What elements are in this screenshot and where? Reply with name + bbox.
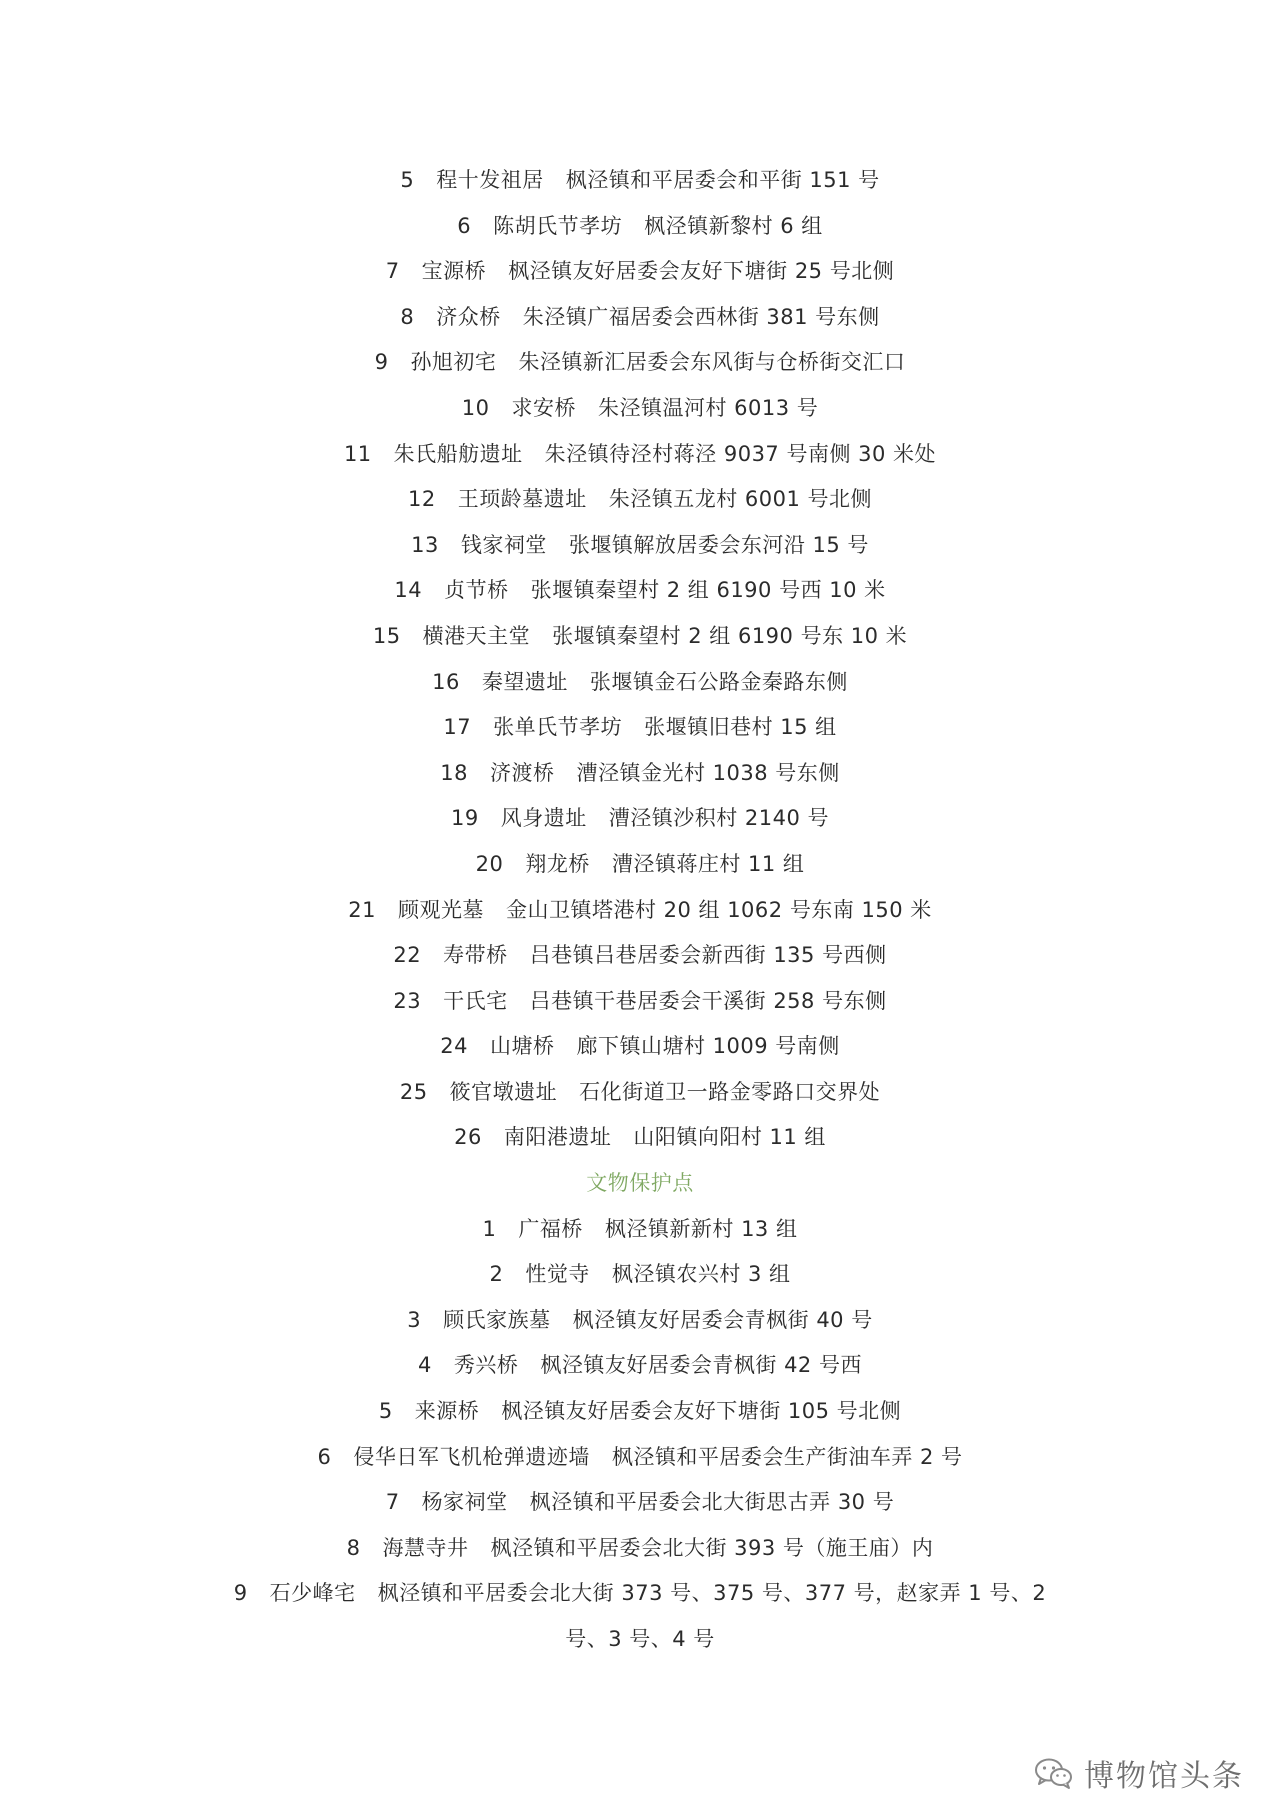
item-address: 张堰镇解放居委会东河沿 15 号 bbox=[568, 532, 869, 557]
watermark bbox=[1034, 1753, 1244, 1793]
item-name: 钱家祠堂 bbox=[460, 532, 547, 557]
item-name: 宝源桥 bbox=[421, 259, 487, 284]
list-item-continuation: 号、3 号、4 号 bbox=[565, 1627, 715, 1651]
item-name: 翔龙桥 bbox=[525, 851, 590, 876]
item-number: 23 bbox=[393, 988, 422, 1013]
list-item bbox=[0, 842, 1280, 888]
item-number: 21 bbox=[348, 897, 376, 922]
item-address: 张堰镇秦望村 2 组 6190 号西 10 米 bbox=[530, 578, 886, 603]
item-number: 19 bbox=[450, 806, 479, 831]
item-number: 9 bbox=[374, 350, 389, 375]
list-item bbox=[0, 979, 1280, 1025]
item-address: 枫泾镇友好居委会青枫街 40 号 bbox=[572, 1307, 873, 1332]
item-name: 顾氏家族墓 bbox=[443, 1307, 551, 1332]
item-address: 枫泾镇友好居委会青枫街 42 号西 bbox=[540, 1353, 862, 1378]
item-name: 风身遗址 bbox=[500, 806, 587, 831]
list-item bbox=[0, 249, 1280, 295]
item-name: 寿带桥 bbox=[443, 943, 508, 968]
item-number: 11 bbox=[343, 441, 372, 466]
list-item bbox=[0, 523, 1280, 569]
list-item bbox=[0, 1343, 1280, 1389]
item-address: 枫泾镇和平居委会生产街油车弄 2 号 bbox=[611, 1444, 963, 1469]
item-address: 漕泾镇金光村 1038 号东侧 bbox=[576, 760, 840, 785]
item-number: 5 bbox=[378, 1399, 393, 1424]
item-number: 18 bbox=[440, 760, 468, 785]
item-number: 22 bbox=[393, 943, 422, 968]
list-item bbox=[0, 204, 1280, 250]
item-number: 10 bbox=[461, 395, 490, 420]
item-number: 6 bbox=[457, 213, 472, 238]
item-name: 张单氏节孝坊 bbox=[493, 715, 623, 740]
item-name: 侵华日军飞机枪弹遗迹墙 bbox=[353, 1444, 590, 1469]
item-address: 枫泾镇友好居委会友好下塘街 105 号北侧 bbox=[501, 1399, 902, 1424]
item-name: 筱官墩遗址 bbox=[449, 1079, 558, 1104]
list-item bbox=[0, 796, 1280, 842]
item-address: 吕巷镇干巷居委会干溪街 258 号东侧 bbox=[529, 988, 887, 1013]
list-item bbox=[0, 1024, 1280, 1070]
item-number: 14 bbox=[394, 578, 423, 603]
item-address: 金山卫镇塔港村 20 组 1062 号东南 150 米 bbox=[505, 897, 932, 922]
list-item bbox=[0, 568, 1280, 614]
item-address: 吕巷镇吕巷居委会新西街 135 号西侧 bbox=[529, 943, 887, 968]
list-item bbox=[0, 1480, 1280, 1526]
item-address: 张堰镇旧巷村 15 组 bbox=[644, 715, 837, 740]
item-address: 朱泾镇新汇居委会东风街与仓桥街交汇口 bbox=[518, 350, 906, 375]
item-address: 枫泾镇新黎村 6 组 bbox=[644, 213, 823, 238]
list-item bbox=[0, 1070, 1280, 1116]
item-address: 枫泾镇和平居委会北大街思古弄 30 号 bbox=[529, 1490, 895, 1515]
item-address: 朱泾镇广福居委会西林街 381 号东侧 bbox=[522, 304, 880, 329]
item-number: 24 bbox=[440, 1034, 468, 1059]
item-name: 海慧寺井 bbox=[382, 1535, 469, 1560]
list-item bbox=[0, 386, 1280, 432]
item-address: 张堰镇秦望村 2 组 6190 号东 10 米 bbox=[552, 623, 908, 648]
item-number: 2 bbox=[489, 1262, 504, 1287]
item-name: 陈胡氏节孝坊 bbox=[493, 213, 623, 238]
item-name: 王顼龄墓遗址 bbox=[457, 487, 587, 512]
item-name: 干氏宅 bbox=[443, 988, 508, 1013]
item-number: 3 bbox=[407, 1307, 422, 1332]
item-address: 枫泾镇农兴村 3 组 bbox=[611, 1262, 791, 1287]
item-address: 漕泾镇沙积村 2140 号 bbox=[608, 806, 830, 831]
item-name: 秀兴桥 bbox=[453, 1353, 519, 1378]
wechat-icon bbox=[1034, 1756, 1074, 1790]
list-item bbox=[0, 888, 1280, 934]
watermark-text: 博物馆头条 bbox=[1084, 1759, 1244, 1794]
item-number: 4 bbox=[418, 1353, 432, 1378]
list-item bbox=[0, 933, 1280, 979]
item-number: 25 bbox=[399, 1079, 428, 1104]
list-item bbox=[0, 1526, 1280, 1572]
heritage-list bbox=[0, 158, 1280, 1663]
item-number: 26 bbox=[454, 1125, 482, 1150]
list-item bbox=[0, 614, 1280, 660]
list-item bbox=[0, 340, 1280, 386]
item-name: 南阳港遗址 bbox=[503, 1125, 612, 1150]
list-item bbox=[0, 1252, 1280, 1298]
list-item bbox=[0, 1207, 1280, 1253]
item-address: 枫泾镇和平居委会北大街 373 号、375 号、377 号，赵家弄 1 号、2 bbox=[377, 1581, 1047, 1606]
item-address: 朱泾镇五龙村 6001 号北侧 bbox=[608, 487, 873, 512]
item-number: 9 bbox=[233, 1581, 248, 1606]
item-name: 求安桥 bbox=[511, 395, 576, 420]
item-number: 8 bbox=[346, 1535, 361, 1560]
item-name: 石少峰宅 bbox=[269, 1581, 356, 1606]
item-address: 石化街道卫一路金零路口交界处 bbox=[579, 1079, 881, 1104]
item-name: 性觉寺 bbox=[525, 1262, 590, 1287]
list-item bbox=[0, 705, 1280, 751]
item-address: 廊下镇山塘村 1009 号南侧 bbox=[576, 1034, 840, 1059]
item-address: 漕泾镇蒋庄村 11 组 bbox=[611, 851, 805, 876]
list-item bbox=[0, 1115, 1280, 1161]
item-name: 秦望遗址 bbox=[481, 669, 568, 694]
item-number: 5 bbox=[400, 168, 415, 192]
item-number: 8 bbox=[400, 304, 415, 329]
item-number: 1 bbox=[482, 1216, 497, 1241]
item-address: 枫泾镇新新村 13 组 bbox=[604, 1216, 798, 1241]
item-number: 16 bbox=[432, 669, 460, 694]
item-name: 顾观光墓 bbox=[397, 897, 484, 922]
item-address: 枫泾镇友好居委会友好下塘街 25 号北侧 bbox=[508, 259, 895, 284]
list-item bbox=[0, 1298, 1280, 1344]
item-address: 朱泾镇温河村 6013 号 bbox=[597, 395, 819, 420]
item-name: 杨家祠堂 bbox=[421, 1490, 508, 1515]
item-name: 广福桥 bbox=[518, 1216, 583, 1241]
section-title: 文物保护点 bbox=[586, 1171, 694, 1196]
item-name: 来源桥 bbox=[414, 1399, 480, 1424]
item-number: 20 bbox=[475, 851, 504, 876]
list-item bbox=[0, 1435, 1280, 1481]
item-name: 济渡桥 bbox=[489, 760, 555, 785]
list-item bbox=[0, 1389, 1280, 1435]
item-name: 孙旭初宅 bbox=[410, 350, 497, 375]
list-item bbox=[0, 477, 1280, 523]
item-number: 7 bbox=[385, 1490, 400, 1515]
item-address: 枫泾镇和平居委会北大街 393 号（施王庙）内 bbox=[490, 1535, 934, 1560]
item-number: 15 bbox=[372, 623, 401, 648]
item-address: 枫泾镇和平居委会和平街 151 号 bbox=[565, 168, 880, 192]
item-address: 山阳镇向阳村 11 组 bbox=[633, 1125, 826, 1150]
item-name: 程十发祖居 bbox=[436, 168, 544, 192]
list-item bbox=[0, 751, 1280, 797]
list-item bbox=[0, 158, 1280, 204]
item-number: 17 bbox=[443, 715, 472, 740]
item-number: 13 bbox=[411, 532, 439, 557]
item-number: 7 bbox=[385, 259, 400, 284]
list-item bbox=[0, 660, 1280, 706]
item-name: 贞节桥 bbox=[444, 578, 509, 603]
item-number: 12 bbox=[407, 487, 436, 512]
list-item bbox=[0, 432, 1280, 478]
item-address: 张堰镇金石公路金秦路东侧 bbox=[589, 669, 848, 694]
item-name: 山塘桥 bbox=[489, 1034, 555, 1059]
item-number: 6 bbox=[317, 1444, 332, 1469]
list-item bbox=[0, 1571, 1280, 1617]
item-address: 朱泾镇待泾村蒋泾 9037 号南侧 30 米处 bbox=[544, 441, 937, 466]
item-name: 济众桥 bbox=[436, 304, 501, 329]
item-name: 朱氏船舫遗址 bbox=[393, 441, 523, 466]
item-name: 横港天主堂 bbox=[422, 623, 531, 648]
list-item bbox=[0, 295, 1280, 341]
